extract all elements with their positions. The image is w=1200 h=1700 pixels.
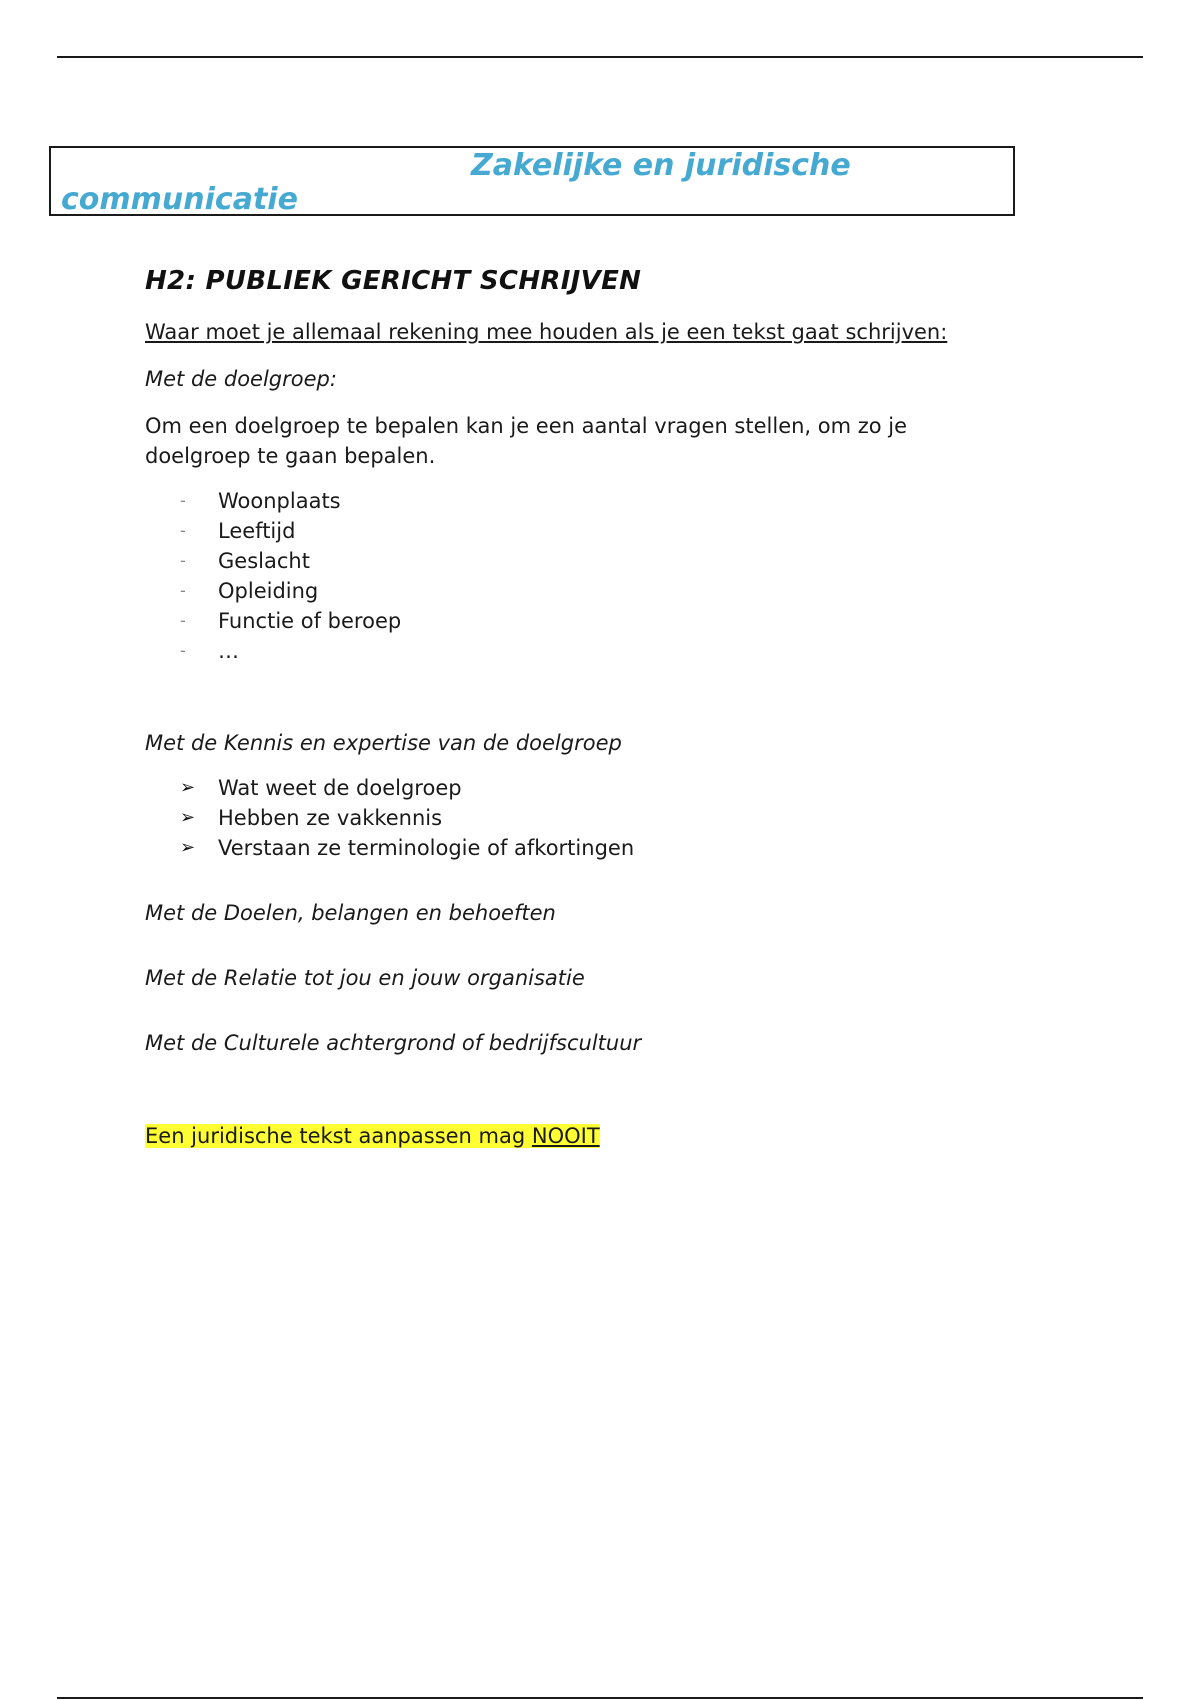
arrow-bullet-icon: ➢ xyxy=(180,777,196,798)
list-item: - Opleiding xyxy=(180,576,401,606)
list-item: - Woonplaats xyxy=(180,486,401,516)
document-title-box xyxy=(49,146,1015,216)
dash-bullet: - xyxy=(180,581,186,600)
title-line-2: communicatie xyxy=(61,182,298,217)
kennis-list xyxy=(180,773,634,863)
list-item: ➢ Verstaan ze terminologie of afkortingen xyxy=(180,833,634,863)
arrow-bullet-icon: ➢ xyxy=(180,807,196,828)
highlighted-note xyxy=(145,1124,600,1148)
dash-bullet: - xyxy=(180,551,186,570)
highlight-emphasis: NOOIT xyxy=(531,1124,600,1148)
arrow-bullet-icon: ➢ xyxy=(180,837,196,858)
dash-bullet: - xyxy=(180,611,186,630)
section-label-kennis: Met de Kennis en expertise van de doelgroep xyxy=(145,731,622,755)
list-item: - Leeftijd xyxy=(180,516,401,546)
doelgroep-question-list xyxy=(180,486,401,666)
dash-bullet: - xyxy=(180,641,186,660)
dash-bullet: - xyxy=(180,491,186,510)
list-item: - … xyxy=(180,636,401,666)
list-item: - Functie of beroep xyxy=(180,606,401,636)
title-line-1: Zakelijke en juridische xyxy=(471,148,851,183)
chapter-heading: H2: PUBLIEK GERICHT SCHRIJVEN xyxy=(145,266,642,296)
intro-question: Waar moet je allemaal rekening mee houden als je een tekst gaat schrijven: xyxy=(145,320,948,344)
section-label-doelgroep: Met de doelgroep: xyxy=(145,367,337,391)
section-label-relatie: Met de Relatie tot jou en jouw organisatie xyxy=(145,966,585,990)
dash-bullet: - xyxy=(180,521,186,540)
doelgroep-paragraph: Om een doelgroep te bepalen kan je een aantal vragen stellen, om zo je doelgroep te gaan bepalen. xyxy=(145,414,908,468)
highlight-text: Een juridische tekst aanpassen mag xyxy=(145,1124,532,1148)
header-rule xyxy=(57,56,1143,58)
list-item: ➢ Wat weet de doelgroep xyxy=(180,773,634,803)
section-label-doelen: Met de Doelen, belangen en behoeften xyxy=(145,901,556,925)
footer-rule xyxy=(57,1697,1143,1699)
list-item: ➢ Hebben ze vakkennis xyxy=(180,803,634,833)
list-item: - Geslacht xyxy=(180,546,401,576)
section-label-cultuur: Met de Culturele achtergrond of bedrijfscultuur xyxy=(145,1031,642,1055)
